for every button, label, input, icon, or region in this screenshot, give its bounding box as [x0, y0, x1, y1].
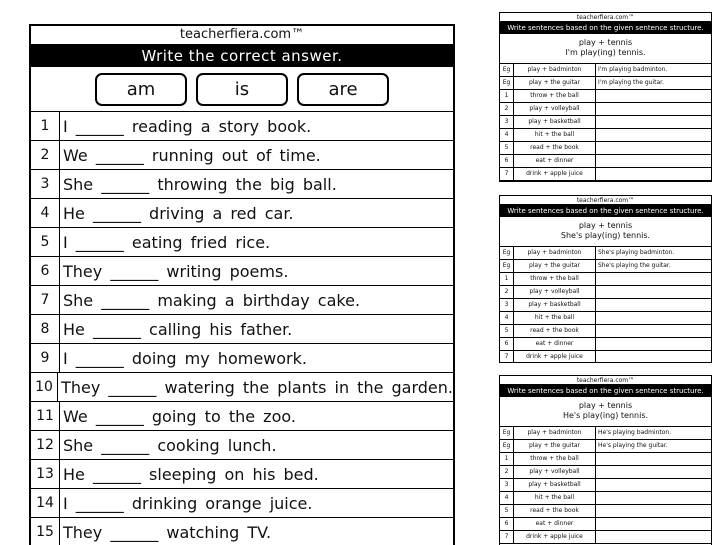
- mini-row-prompt: drink + apple juice: [514, 531, 596, 543]
- mini-row-answer: [596, 286, 711, 298]
- mini-row: [500, 312, 711, 325]
- mini-row-prompt: play + basketball: [514, 299, 596, 311]
- mini-brand: teacherfiera.com™: [500, 376, 711, 385]
- mini-row: [500, 129, 711, 142]
- question-number: 15: [31, 518, 60, 545]
- mini-row-number: 2: [500, 286, 514, 298]
- main-worksheet: [29, 24, 455, 545]
- mini-row-prompt: play + badminton: [514, 247, 596, 259]
- question-row: [31, 228, 453, 257]
- mini-row: [500, 440, 711, 453]
- mini-row-answer: [596, 453, 711, 465]
- mini-row-number: 1: [500, 90, 514, 102]
- mini-row-number: Eg: [500, 260, 514, 272]
- mini-row-number: 5: [500, 505, 514, 517]
- question-text: I ______ doing my homework.: [63, 349, 307, 368]
- mini-row-answer: [596, 168, 711, 180]
- mini-row-prompt: play + the guitar: [514, 77, 596, 89]
- question-text: She ______ cooking lunch.: [63, 436, 277, 455]
- mini-row-answer: [596, 338, 711, 350]
- mini-row-answer: [596, 273, 711, 285]
- mini-row: [500, 492, 711, 505]
- question-text: He ______ calling his father.: [63, 320, 293, 339]
- mini-row-number: 4: [500, 492, 514, 504]
- mini-row-number: 2: [500, 466, 514, 478]
- mini-row: [500, 155, 711, 168]
- mini-row-number: 6: [500, 338, 514, 350]
- mini-row-prompt: drink + apple juice: [514, 351, 596, 363]
- mini-example: [500, 34, 711, 64]
- mini-row-number: 3: [500, 116, 514, 128]
- mini-row-prompt: play + volleyball: [514, 103, 596, 115]
- question-number: 2: [31, 141, 60, 169]
- mini-row-answer: [596, 531, 711, 543]
- question-text: They ______ writing poems.: [63, 262, 289, 281]
- mini-row-number: Eg: [500, 64, 514, 76]
- mini-row: [500, 351, 711, 363]
- mini-row: [500, 103, 711, 116]
- mini-row-answer: [596, 142, 711, 154]
- question-number: 14: [31, 489, 60, 517]
- mini-row-answer: [596, 312, 711, 324]
- mini-row-number: 3: [500, 479, 514, 491]
- question-row: [31, 112, 453, 141]
- mini-row-number: 6: [500, 155, 514, 167]
- mini-row-number: 4: [500, 129, 514, 141]
- question-text: I ______ eating fried rice.: [63, 233, 271, 252]
- mini-row-answer: [596, 129, 711, 141]
- mini-worksheet-1[interactable]: [499, 12, 712, 182]
- mini-row-prompt: play + badminton: [514, 427, 596, 439]
- mini-row-answer: [596, 518, 711, 530]
- worksheet-instruction: Write the correct answer.: [31, 45, 453, 67]
- mini-row-number: 3: [500, 299, 514, 311]
- mini-row-prompt: eat + dinner: [514, 338, 596, 350]
- mini-row-prompt: drink + apple juice: [514, 168, 596, 180]
- mini-row-answer: [596, 90, 711, 102]
- mini-row-prompt: throw + the ball: [514, 90, 596, 102]
- mini-row-prompt: play + badminton: [514, 64, 596, 76]
- choice-is[interactable]: is: [196, 73, 288, 106]
- question-row: [31, 315, 453, 344]
- mini-row: [500, 116, 711, 129]
- mini-row: [500, 466, 711, 479]
- question-row: [31, 460, 453, 489]
- mini-row-prompt: play + the guitar: [514, 440, 596, 452]
- question-row: [31, 257, 453, 286]
- mini-example-line1: play + tennis: [578, 401, 633, 410]
- mini-row: [500, 90, 711, 103]
- mini-row-prompt: hit + the ball: [514, 492, 596, 504]
- mini-row-prompt: play + the guitar: [514, 260, 596, 272]
- mini-row: [500, 64, 711, 77]
- mini-instruction: Write sentences based on the given sentence structure.: [500, 205, 711, 217]
- mini-row-answer: He's playing the guitar.: [598, 442, 668, 449]
- answer-choices: [31, 67, 453, 112]
- mini-row-answer: [596, 116, 711, 128]
- mini-row: [500, 260, 711, 273]
- mini-row-answer: He's playing badminton.: [598, 429, 672, 436]
- mini-row: [500, 325, 711, 338]
- mini-row-prompt: play + volleyball: [514, 466, 596, 478]
- mini-row: [500, 453, 711, 466]
- mini-row-number: 2: [500, 103, 514, 115]
- mini-row: [500, 479, 711, 492]
- question-number: 10: [31, 373, 58, 401]
- mini-row-number: Eg: [500, 247, 514, 259]
- question-text: We ______ going to the zoo.: [63, 407, 296, 426]
- question-row: [31, 344, 453, 373]
- question-number: 9: [31, 344, 60, 372]
- mini-row: [500, 286, 711, 299]
- question-text: She ______ making a birthday cake.: [63, 291, 361, 310]
- mini-row-prompt: play + basketball: [514, 479, 596, 491]
- mini-row-answer: [596, 351, 711, 363]
- mini-row-number: Eg: [500, 77, 514, 89]
- worksheet-brand: teacherfiera.com™: [31, 26, 453, 45]
- mini-row-prompt: read + the book: [514, 505, 596, 517]
- mini-row-number: 5: [500, 142, 514, 154]
- mini-row-answer: She's playing the guitar.: [598, 262, 671, 269]
- mini-row-answer: [596, 325, 711, 337]
- mini-row-answer: [596, 479, 711, 491]
- question-number: 8: [31, 315, 60, 343]
- mini-row-number: 1: [500, 273, 514, 285]
- mini-row-answer: [596, 492, 711, 504]
- mini-row: [500, 142, 711, 155]
- question-row: [31, 518, 453, 545]
- mini-row-answer: [596, 155, 711, 167]
- question-number: 5: [31, 228, 60, 256]
- question-text: I ______ reading a story book.: [63, 117, 312, 136]
- mini-row-prompt: eat + dinner: [514, 518, 596, 530]
- mini-row-prompt: play + basketball: [514, 116, 596, 128]
- question-row: [31, 431, 453, 460]
- mini-row: [500, 168, 711, 181]
- mini-row-prompt: eat + dinner: [514, 155, 596, 167]
- question-text: They ______ watching TV.: [63, 523, 272, 542]
- question-number: 1: [31, 112, 60, 140]
- mini-row-answer: [596, 466, 711, 478]
- mini-instruction: Write sentences based on the given sentence structure.: [500, 22, 711, 34]
- question-text: He ______ sleeping on his bed.: [63, 465, 319, 484]
- mini-row-number: 7: [500, 351, 514, 363]
- mini-example-line1: play + tennis: [578, 221, 633, 230]
- mini-brand: teacherfiera.com™: [500, 13, 711, 22]
- mini-row-prompt: throw + the ball: [514, 453, 596, 465]
- mini-row-prompt: hit + the ball: [514, 129, 596, 141]
- mini-example-line1: play + tennis: [578, 38, 633, 47]
- mini-row: [500, 77, 711, 90]
- question-text: She ______ throwing the big ball.: [63, 175, 337, 194]
- mini-row-answer: I'm playing the guitar.: [598, 79, 664, 86]
- choice-are[interactable]: are: [297, 73, 389, 106]
- mini-row-number: 7: [500, 531, 514, 543]
- question-number: 6: [31, 257, 60, 285]
- mini-row-answer: [596, 103, 711, 115]
- mini-row: [500, 505, 711, 518]
- mini-row-number: Eg: [500, 427, 514, 439]
- question-list: [31, 112, 453, 545]
- question-text: I ______ drinking orange juice.: [63, 494, 313, 513]
- question-number: 11: [31, 402, 60, 430]
- mini-row: [500, 427, 711, 440]
- question-row: [31, 199, 453, 228]
- mini-row-prompt: throw + the ball: [514, 273, 596, 285]
- question-number: 12: [31, 431, 60, 459]
- mini-row-answer: I'm playing badminton.: [598, 66, 668, 73]
- question-row: [31, 170, 453, 199]
- mini-row: [500, 273, 711, 286]
- question-number: 7: [31, 286, 60, 314]
- mini-row-number: 6: [500, 518, 514, 530]
- mini-row: [500, 299, 711, 312]
- mini-instruction: Write sentences based on the given sentence structure.: [500, 385, 711, 397]
- mini-example: [500, 397, 711, 427]
- mini-row: [500, 247, 711, 260]
- choice-am[interactable]: am: [95, 73, 187, 106]
- mini-example-line2: She's play(ing) tennis.: [560, 231, 651, 240]
- mini-row-prompt: read + the book: [514, 142, 596, 154]
- question-text: They ______ watering the plants in the garden.: [61, 378, 453, 397]
- mini-row-answer: She's playing badminton.: [598, 249, 675, 256]
- question-row: [31, 141, 453, 170]
- mini-row-prompt: play + volleyball: [514, 286, 596, 298]
- question-text: We ______ running out of time.: [63, 146, 321, 165]
- mini-worksheet-2[interactable]: [499, 195, 712, 363]
- mini-row-answer: [596, 299, 711, 311]
- question-row: [31, 402, 453, 431]
- mini-worksheet-3[interactable]: [499, 375, 712, 545]
- question-row: [31, 286, 453, 315]
- mini-row: [500, 338, 711, 351]
- mini-row-prompt: hit + the ball: [514, 312, 596, 324]
- mini-row-answer: [596, 505, 711, 517]
- mini-example: [500, 217, 711, 247]
- mini-row: [500, 531, 711, 544]
- mini-brand: teacherfiera.com™: [500, 196, 711, 205]
- mini-example-line2: He's play(ing) tennis.: [562, 411, 649, 420]
- mini-example-line2: I'm play(ing) tennis.: [565, 48, 646, 57]
- question-row: [31, 489, 453, 518]
- mini-row: [500, 518, 711, 531]
- question-number: 4: [31, 199, 60, 227]
- mini-row-number: 5: [500, 325, 514, 337]
- question-number: 3: [31, 170, 60, 198]
- question-number: 13: [31, 460, 60, 488]
- question-text: He ______ driving a red car.: [63, 204, 294, 223]
- mini-row-number: 4: [500, 312, 514, 324]
- mini-row-number: 1: [500, 453, 514, 465]
- mini-row-number: 7: [500, 168, 514, 180]
- mini-row-number: Eg: [500, 440, 514, 452]
- question-row: [31, 373, 453, 402]
- mini-row-prompt: read + the book: [514, 325, 596, 337]
